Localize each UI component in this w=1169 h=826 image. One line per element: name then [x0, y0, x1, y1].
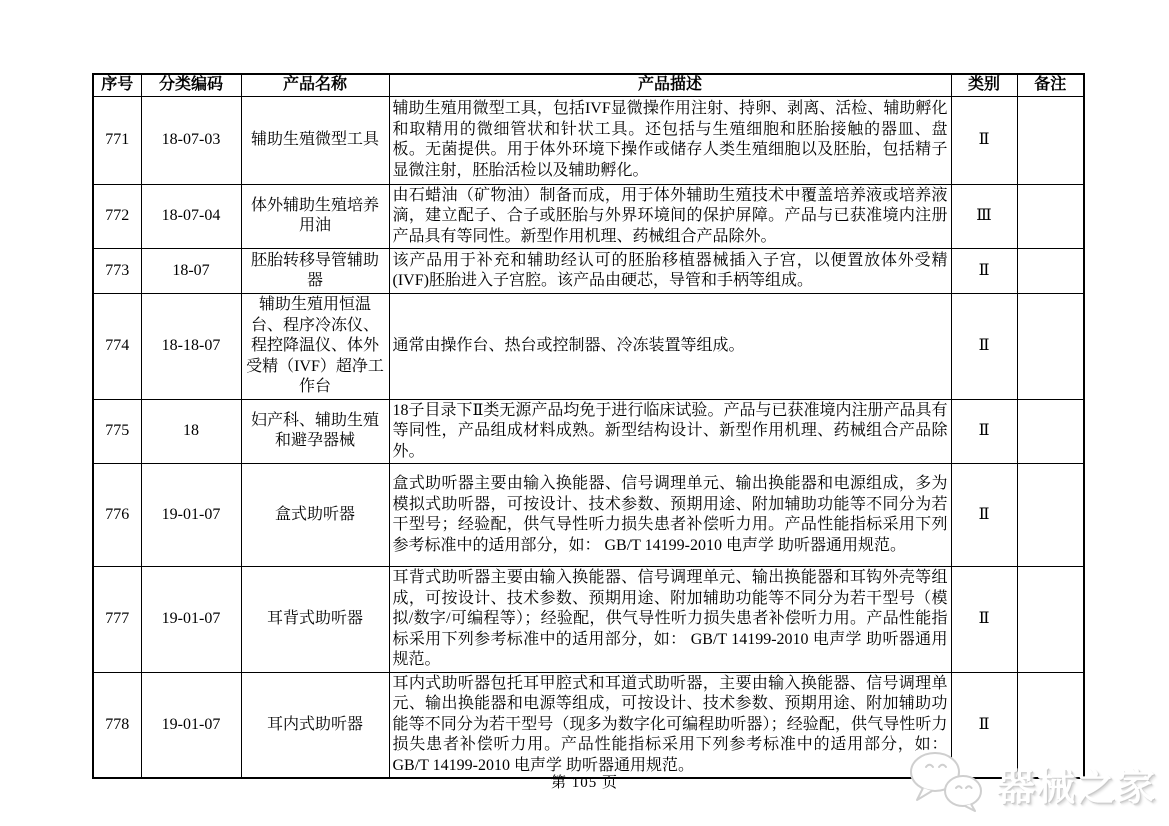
cell-seq: 778 — [93, 672, 141, 778]
cell-seq: 776 — [93, 464, 141, 567]
cell-category: Ⅱ — [951, 464, 1017, 567]
cell-remark — [1017, 249, 1084, 294]
table-row — [93, 464, 1084, 567]
cell-code: 19-01-07 — [141, 464, 241, 567]
cell-name: 胚胎转移导管辅助器 — [241, 249, 389, 294]
cell-name: 辅助生殖微型工具 — [241, 96, 389, 184]
cell-code: 18-07-03 — [141, 96, 241, 184]
cell-code: 18-18-07 — [141, 294, 241, 400]
cell-desc: 由石蜡油（矿物油）制备而成，用于体外辅助生殖技术中覆盖培养液或培养液滴，建立配子、合子或胚胎与外界环境间的保护屏障。产品与已获准境内注册产品具有等同性。新型作用机理、药械组合产品除外。 — [389, 184, 951, 249]
cell-name: 体外辅助生殖培养用油 — [241, 184, 389, 249]
column-header-category: 类别 — [951, 74, 1017, 96]
cell-category: Ⅲ — [951, 184, 1017, 249]
cell-remark — [1017, 464, 1084, 567]
cell-code: 19-01-07 — [141, 672, 241, 778]
cell-desc: 耳内式助听器包托耳甲腔式和耳道式助听器，主要由输入换能器、信号调理单元、输出换能器和电源等组成，可按设计、技术参数、预期用途、附加辅助功能等不同分为若干型号（现多为数字化可编程助听器）；经验配，供气导性听力损失患者补偿听力用。产品性能指标采用下列参考标准中的适用部分，如： GB/T 14199-2010 电声学 助听器通用规范。 — [389, 672, 951, 778]
cell-seq: 771 — [93, 96, 141, 184]
cell-seq: 773 — [93, 249, 141, 294]
table-row — [93, 567, 1084, 673]
table-row — [93, 249, 1084, 294]
column-header-seq: 序号 — [93, 74, 141, 96]
cell-remark — [1017, 184, 1084, 249]
column-header-name: 产品名称 — [241, 74, 389, 96]
cell-category: Ⅱ — [951, 96, 1017, 184]
cell-code: 18-07 — [141, 249, 241, 294]
cell-code: 18 — [141, 399, 241, 464]
cell-code: 18-07-04 — [141, 184, 241, 249]
cell-seq: 772 — [93, 184, 141, 249]
table-header-row — [93, 74, 1084, 96]
cell-seq: 777 — [93, 567, 141, 673]
cell-remark — [1017, 567, 1084, 673]
table-row — [93, 294, 1084, 400]
column-header-remark: 备注 — [1017, 74, 1084, 96]
cell-code: 19-01-07 — [141, 567, 241, 673]
table-row — [93, 96, 1084, 184]
cell-remark — [1017, 399, 1084, 464]
product-catalog-table — [92, 73, 1085, 779]
cell-category: Ⅱ — [951, 249, 1017, 294]
table-row — [93, 399, 1084, 464]
cell-remark — [1017, 96, 1084, 184]
cell-name: 盒式助听器 — [241, 464, 389, 567]
cell-name: 妇产科、辅助生殖和避孕器械 — [241, 399, 389, 464]
cell-name: 耳内式助听器 — [241, 672, 389, 778]
cell-desc: 该产品用于补充和辅助经认可的胚胎移植器械插入子宫，以便置放体外受精(IVF)胚胎进入子宫腔。该产品由硬芯，导管和手柄等组成。 — [389, 249, 951, 294]
cell-desc: 18子目录下Ⅱ类无源产品均免于进行临床试验。产品与已获准境内注册产品具有等同性，产品组成材料成熟。新型结构设计、新型作用机理、药械组合产品除外。 — [389, 399, 951, 464]
watermark-text: 器械之家 — [996, 766, 1157, 809]
cell-category: Ⅱ — [951, 294, 1017, 400]
watermark — [907, 750, 1157, 816]
cell-category: Ⅱ — [951, 672, 1017, 778]
cell-desc: 耳背式助听器主要由输入换能器、信号调理单元、输出换能器和耳钩外壳等组成，可按设计、技术参数、预期用途、附加辅助功能等不同分为若干型号（模拟/数字/可编程等）；经验配，供气导性听力损失患者补偿听力用。产品性能指标采用下列参考标准中的适用部分，如： GB/T 14199-2010 电声学 助听器通用规范。 — [389, 567, 951, 673]
cell-remark — [1017, 294, 1084, 400]
page-number: 第 105 页 — [550, 775, 618, 791]
column-header-desc: 产品描述 — [389, 74, 951, 96]
column-header-code: 分类编码 — [141, 74, 241, 96]
cell-category: Ⅱ — [951, 399, 1017, 464]
cell-desc: 盒式助听器主要由输入换能器、信号调理单元、输出换能器和电源组成，多为模拟式助听器，可按设计、技术参数、预期用途、附加辅助功能等不同分为若干型号；经验配，供气导性听力损失患者补偿听力用。产品性能指标采用下列参考标准中的适用部分，如： GB/T 14199-2010 电声学 助听器通用规范。 — [389, 464, 951, 567]
wechat-icon — [907, 750, 987, 817]
cell-seq: 775 — [93, 399, 141, 464]
cell-desc: 辅助生殖用微型工具，包括IVF显微操作用注射、持卵、剥离、活检、辅助孵化和取精用的微细管状和针状工具。还包括与生殖细胞和胚胎接触的器皿、盘板。无菌提供。用于体外环境下操作或储存人类生殖细胞以及胚胎，包括精子显微注射，胚胎活检以及辅助孵化。 — [389, 96, 951, 184]
cell-name: 辅助生殖用恒温台、程序冷冻仪、程控降温仪、体外受精（IVF）超净工作台 — [241, 294, 389, 400]
cell-desc: 通常由操作台、热台或控制器、冷冻装置等组成。 — [389, 294, 951, 400]
cell-category: Ⅱ — [951, 567, 1017, 673]
cell-seq: 774 — [93, 294, 141, 400]
cell-name: 耳背式助听器 — [241, 567, 389, 673]
table-row — [93, 184, 1084, 249]
